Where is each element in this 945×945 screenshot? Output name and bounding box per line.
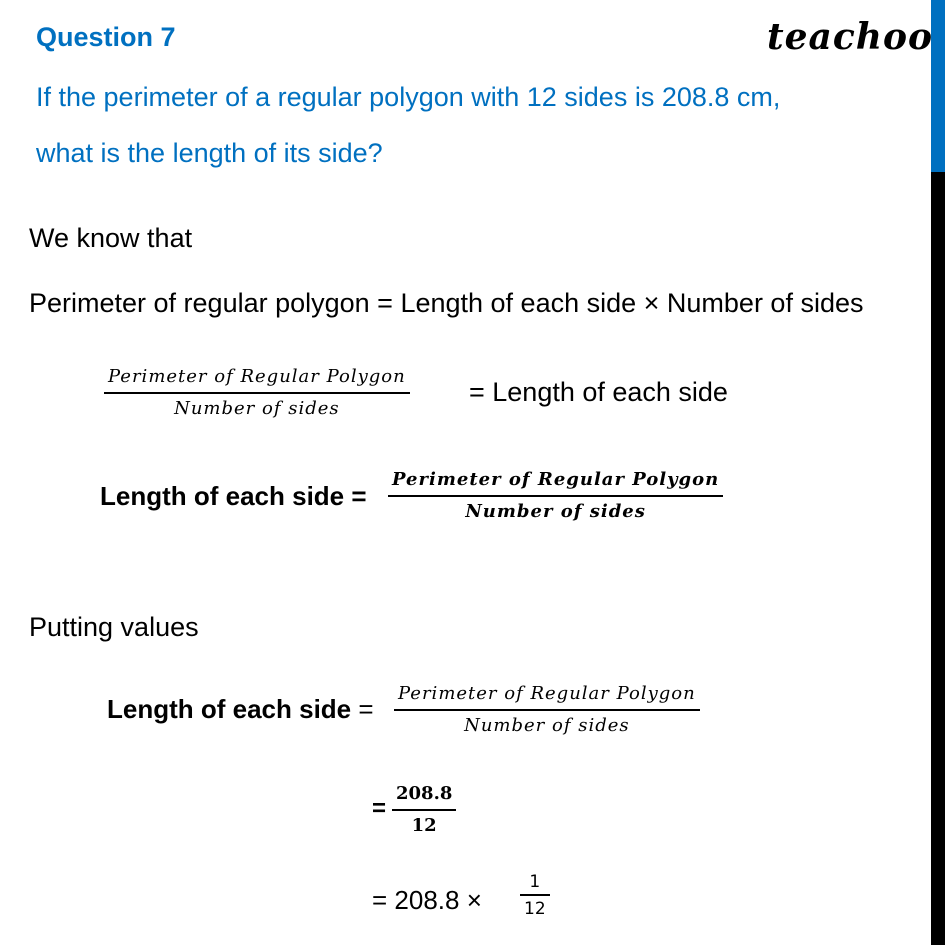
fraction-1-rhs: = Length of each side	[469, 377, 728, 407]
fraction-3-denominator: Number of sides	[464, 715, 630, 736]
equals-sign: =	[351, 694, 374, 724]
question-line-1: If the perimeter of a regular polygon with 12 sides is 208.8 cm,	[36, 82, 781, 112]
question-line-2: what is the length of its side?	[36, 138, 383, 168]
fraction-3-numerator: Perimeter of Regular Polygon	[398, 683, 696, 704]
fraction-3	[394, 679, 700, 741]
question-label: Question 7	[36, 22, 176, 52]
fraction-4-denominator: 12	[411, 815, 437, 836]
length-label-2	[107, 694, 374, 725]
fraction-1-denominator: Number of sides	[174, 398, 340, 419]
intro-text: We know that	[29, 223, 193, 253]
step-2-expression: = 208.8 ×	[372, 885, 482, 915]
length-label-2-text: Length of each side	[107, 694, 352, 724]
side-dark-bar	[931, 172, 945, 945]
fraction-5	[520, 870, 550, 922]
putting-values-text: Putting values	[29, 612, 199, 642]
fraction-5-denominator: 12	[524, 899, 546, 919]
fraction-2	[388, 465, 723, 527]
fraction-5-numerator: 1	[529, 872, 541, 892]
length-label-1: Length of each side =	[100, 481, 367, 511]
teachoo-logo: teachoo	[767, 16, 933, 58]
side-accent-bar	[931, 0, 945, 172]
fraction-1-numerator: Perimeter of Regular Polygon	[108, 366, 406, 387]
fraction-4	[392, 779, 456, 841]
fraction-4-numerator: 208.8	[396, 783, 453, 804]
step-1-equals: =	[372, 795, 387, 822]
fraction-2-denominator: Number of sides	[465, 501, 646, 522]
fraction-1	[104, 362, 410, 424]
fraction-2-numerator: Perimeter of Regular Polygon	[392, 469, 720, 490]
perimeter-formula: Perimeter of regular polygon = Length of each side × Number of sides	[29, 288, 864, 318]
